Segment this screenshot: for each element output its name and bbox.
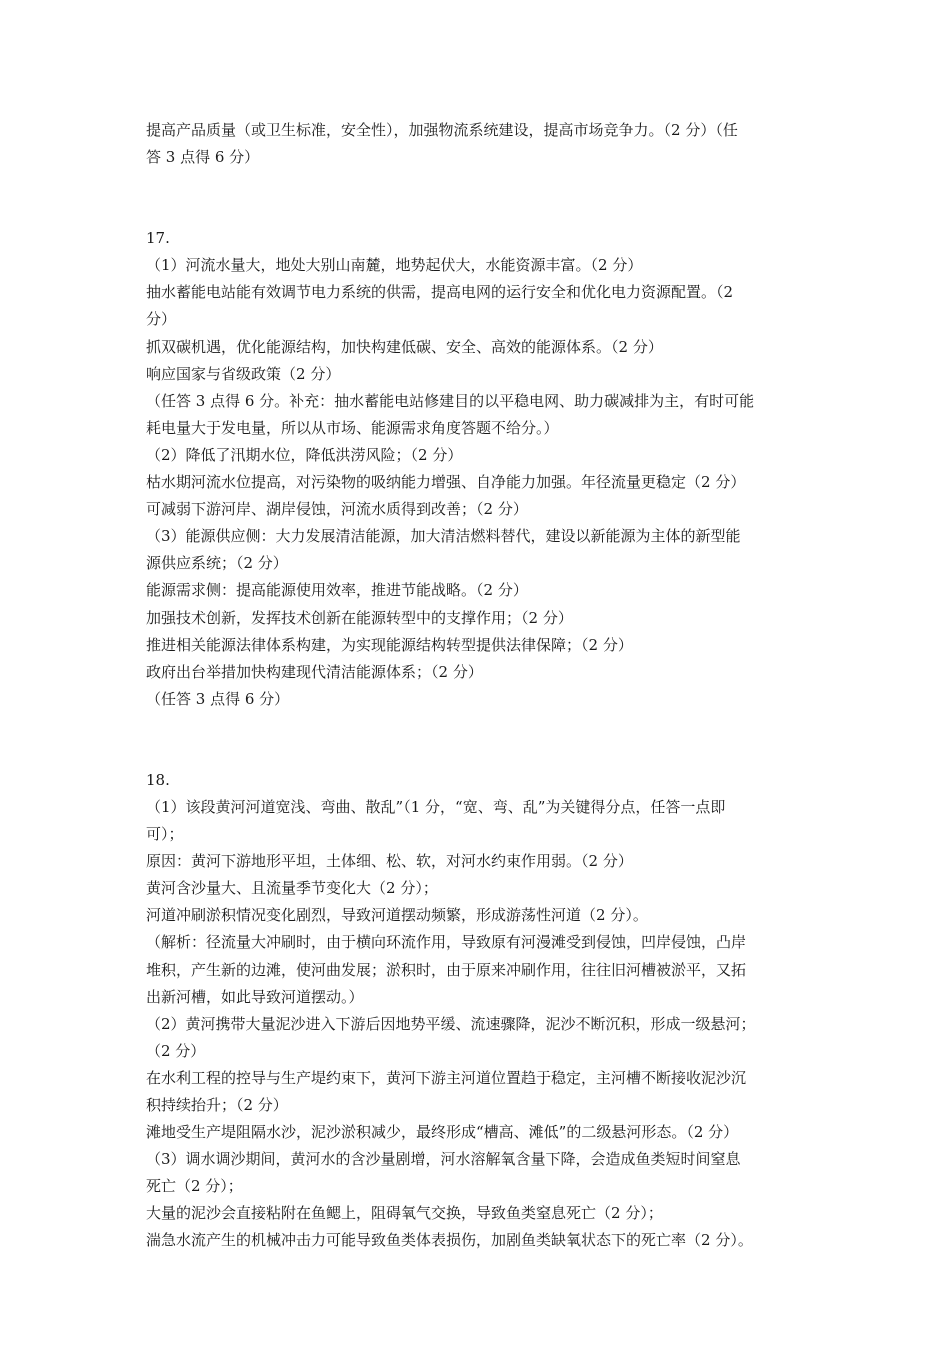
answer-line: （任答 3 点得 6 分。补充：抽水蓄能电站修建目的以平稳电网、助力碳减排为主，有时可能	[146, 391, 755, 410]
answer-line: （1）该段黄河河道宽浅、弯曲、散乱”（1 分，“宽、弯、乱”为关键得分点，任答一点即	[146, 797, 726, 816]
question-17-number: 17.	[146, 229, 170, 248]
answer-line: 滩地受生产堤阻隔水沙，泥沙淤积减少，最终形成“槽高、滩低”的二级悬河形态。（2 分）	[146, 1123, 739, 1142]
answer-line: 响应国家与省级政策（2 分）	[146, 364, 341, 383]
answer-line: 出新河槽，如此导致河道摆动。）	[146, 987, 364, 1006]
question-18-answer	[146, 794, 816, 1255]
answer-line: （3）能源供应侧：大力发展清洁能源，加大清洁燃料替代，建设以新能源为主体的新型能	[146, 527, 741, 546]
answer-line: 加强技术创新，发挥技术创新在能源转型中的支撑作用；（2 分）	[146, 608, 573, 627]
question-18-number: 18.	[146, 770, 170, 789]
answer-line: 耗电量大于发电量，所以从市场、能源需求角度答题不给分。）	[146, 418, 559, 437]
answer-line: 分）	[146, 310, 177, 329]
intro-line: 答 3 点得 6 分）	[146, 148, 260, 167]
answer-line: 死亡（2 分）；	[146, 1177, 243, 1196]
answer-line: （2）降低了汛期水位，降低洪涝风险；（2 分）	[146, 445, 463, 464]
question-17-answer	[146, 252, 816, 713]
answer-line: （1）河流水量大，地处大别山南麓，地势起伏大，水能资源丰富。（2 分）	[146, 256, 643, 275]
answer-line: 政府出台举措加快构建现代清洁能源体系；（2 分）	[146, 662, 483, 681]
answer-line: 堆积，产生新的边滩，使河曲发展；淤积时，由于原来冲刷作用，往往旧河槽被淤平，又拓	[146, 960, 747, 979]
answer-line: 黄河含沙量大、且流量季节变化大（2 分）；	[146, 879, 438, 898]
answer-line: 抓双碳机遇，优化能源结构，加快构建低碳、安全、高效的能源体系。（2 分）	[146, 337, 663, 356]
answer-line: 可）；	[146, 825, 184, 844]
answer-line: 积持续抬升；（2 分）	[146, 1096, 288, 1114]
answer-line: （任答 3 点得 6 分）	[146, 689, 290, 708]
intro-line: 提高产品质量（或卫生标准，安全性），加强物流系统建设，提高市场竞争力。（2 分）（任	[146, 121, 738, 139]
answer-line: 在水利工程的控导与生产堤约束下，黄河下游主河道位置趋于稳定，主河槽不断接收泥沙沉	[146, 1068, 747, 1087]
answer-line: （2 分）	[146, 1041, 206, 1060]
answer-line: （2）黄河携带大量泥沙进入下游后因地势平缓、流速骤降，泥沙不断沉积，形成一级悬河；	[146, 1014, 756, 1033]
answer-line: 原因：黄河下游地形平坦，土体细、松、软，对河水约束作用弱。（2 分）	[146, 852, 633, 871]
answer-line: 推进相关能源法律体系构建，为实现能源结构转型提供法律保障；（2 分）	[146, 635, 633, 654]
section-gap	[146, 713, 816, 767]
answer-line: 能源需求侧：提高能源使用效率，推进节能战略。（2 分）	[146, 581, 528, 600]
answer-line: 湍急水流产生的机械冲击力可能导致鱼类体表损伤，加剧鱼类缺氧状态下的死亡率（2 分）。	[146, 1231, 753, 1250]
answer-line: 可减弱下游河岸、湖岸侵蚀，河流水质得到改善；（2 分）	[146, 500, 528, 519]
answer-line: 河道冲刷淤积情况变化剧烈，导致河道摆动频繁，形成游荡性河道（2 分）。	[146, 906, 648, 925]
answer-line: 源供应系统；（2 分）	[146, 554, 288, 573]
answer-line: 大量的泥沙会直接粘附在鱼鳃上，阻碍氧气交换，导致鱼类窒息死亡（2 分）；	[146, 1204, 663, 1223]
answer-line: （3）调水调沙期间，黄河水的含沙量剧增，河水溶解氧含量下降，会造成鱼类短时间窒息	[146, 1150, 741, 1169]
answer-line: 抽水蓄能电站能有效调节电力系统的供需，提高电网的运行安全和优化电力资源配置。（2	[146, 283, 734, 302]
answer-text-body	[146, 117, 816, 1255]
answer-line: （解析：径流量大冲刷时，由于横向环流作用，导致原有河漫滩受到侵蚀，凹岸侵蚀，凸岸	[146, 933, 747, 952]
answer-line: 枯水期河流水位提高，对污染物的吸纳能力增强、自净能力加强。年径流量更稳定（2 分）	[146, 473, 746, 492]
section-gap	[146, 171, 816, 225]
